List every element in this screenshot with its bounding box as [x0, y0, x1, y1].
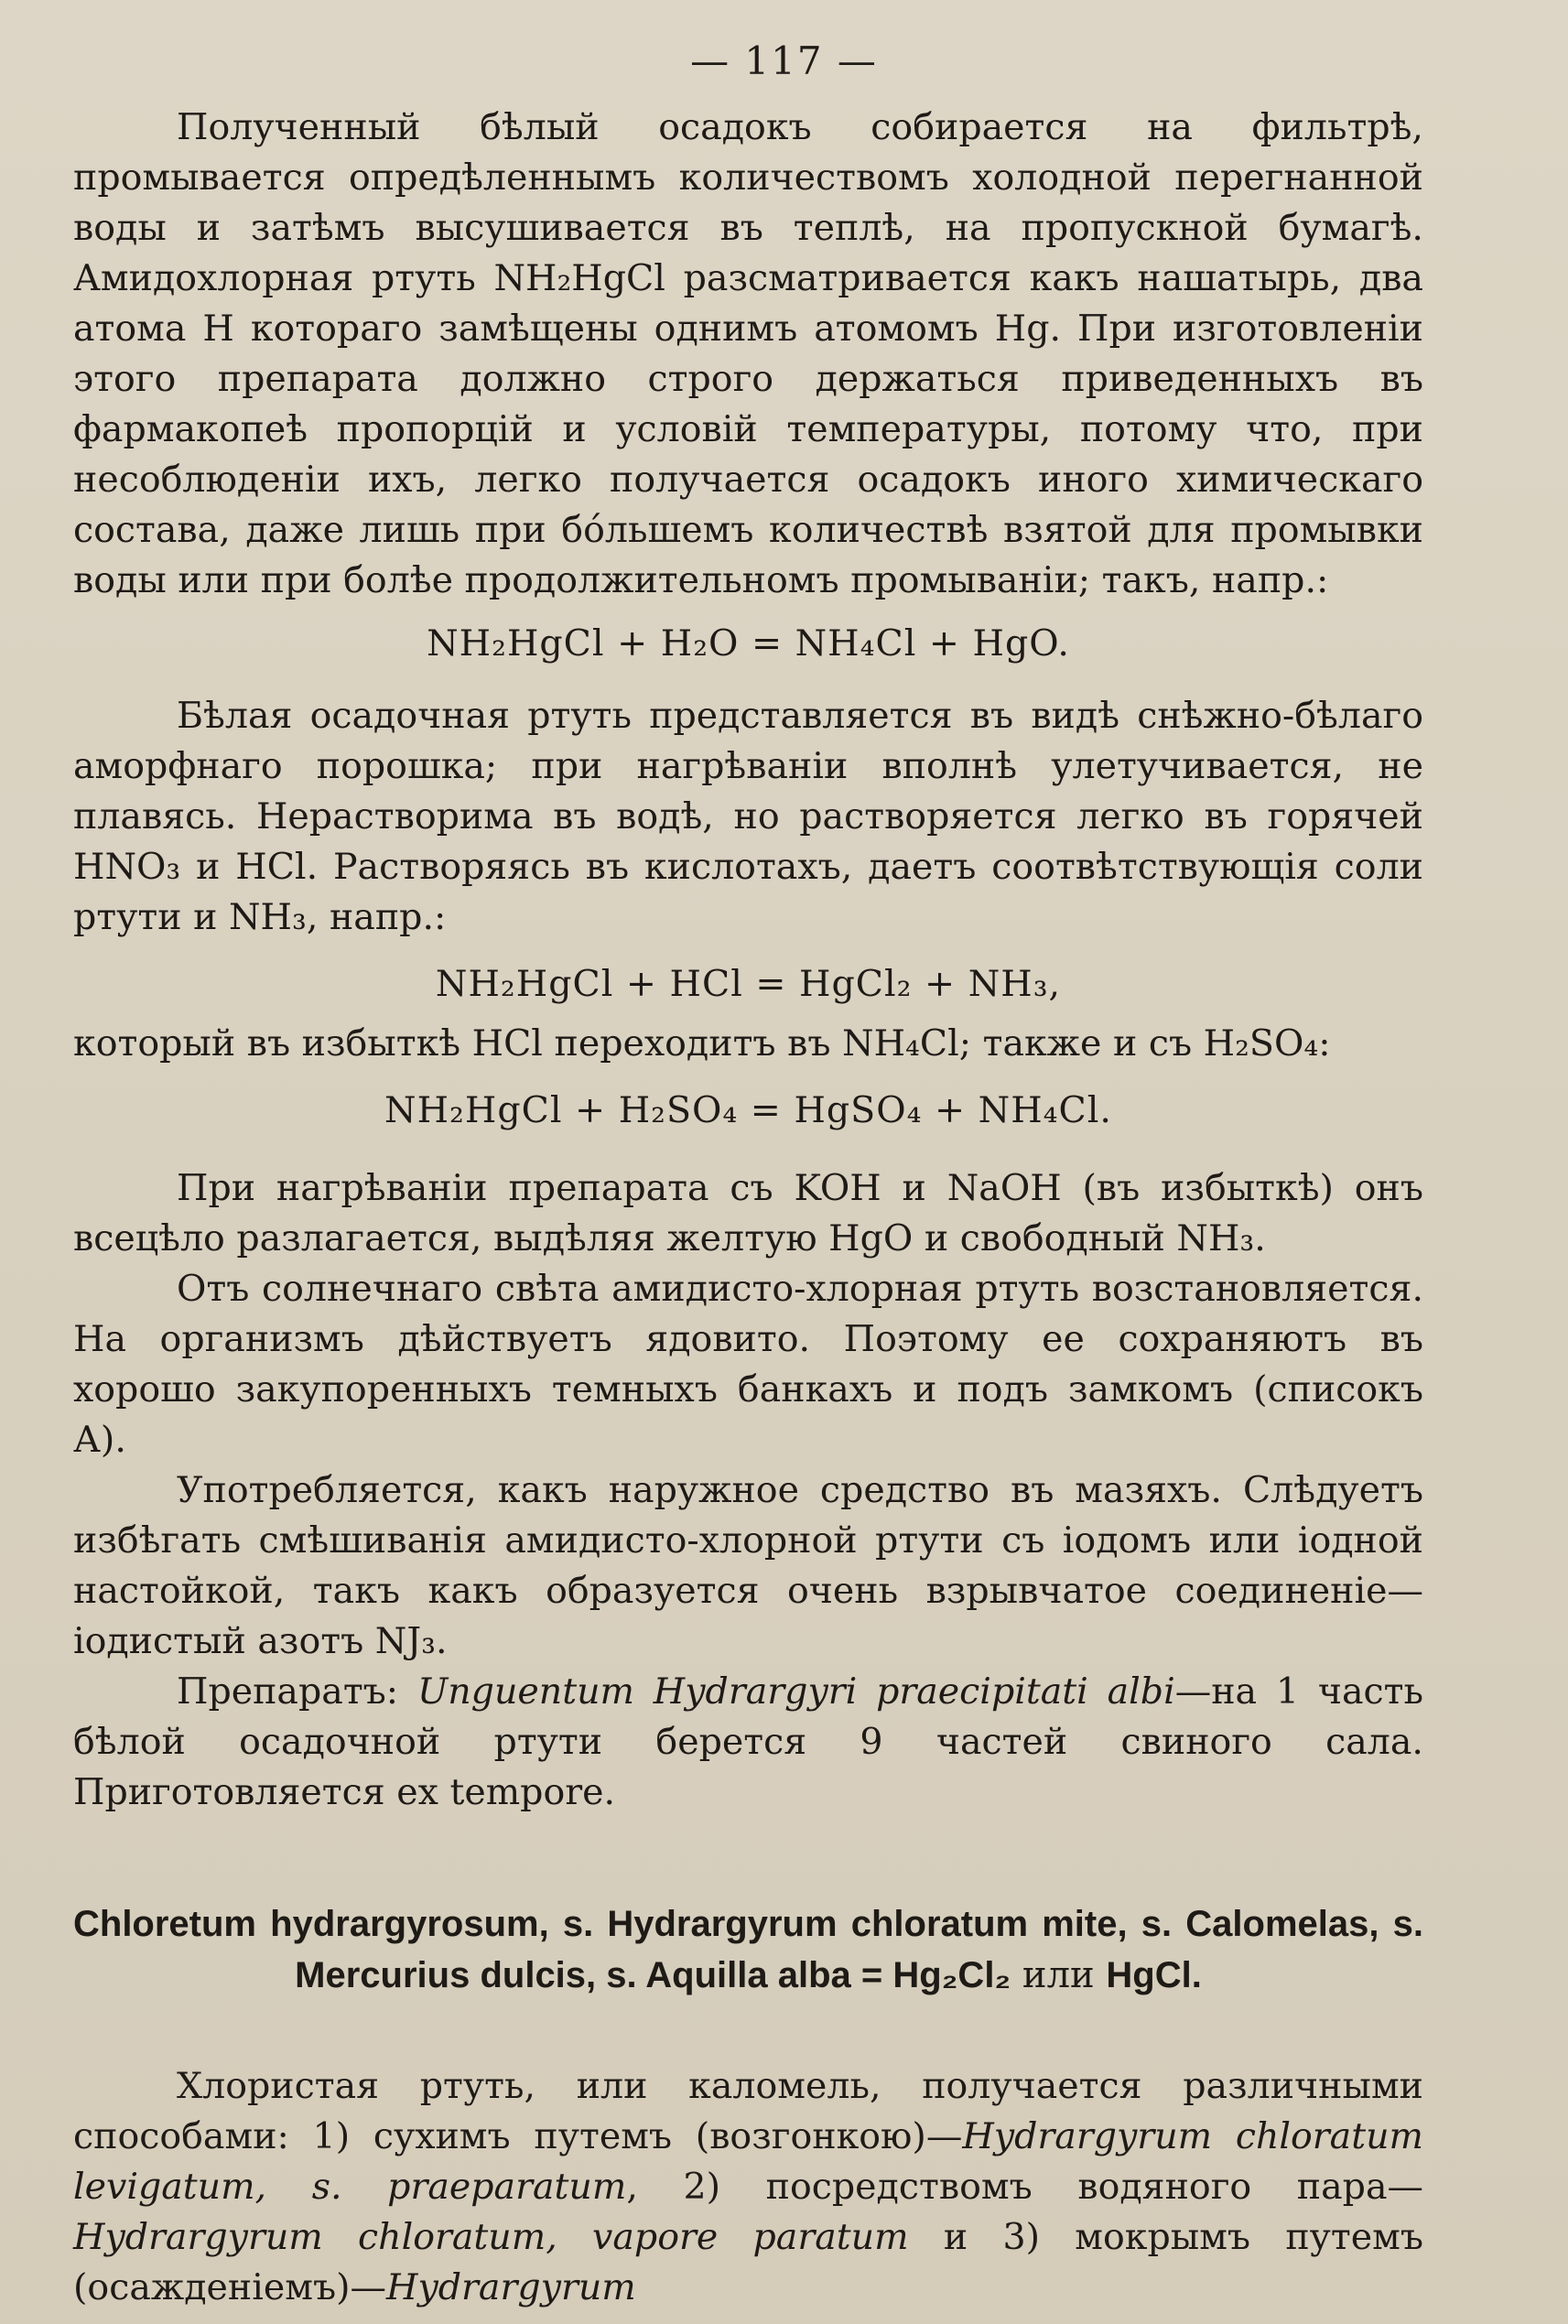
preparat-latin-name: Unguentum Hydrargyri praecipitati albi [416, 1670, 1175, 1713]
page-body [73, 103, 1423, 2313]
heading-latin: Chloretum hydrargyrosum, s. Hydrargyrum chloratum mite, s. Calomelas, s. Mercurius dulcis, s. Aquilla alba = Hg₂Cl₂ [73, 1904, 1423, 1995]
paragraph-preparation: Полученный бѣлый осадокъ собирается на фильтрѣ, промывается опредѣленнымъ количествомъ холодной перегнанной воды и затѣмъ высушивается въ теплѣ, на пропускной бумагѣ. Амидохлорная ртуть NH₂HgCl разсматривается какъ нашатырь, два атома H котораго замѣщены однимъ атомомъ Hg. При изготовленіи этого препарата должно строго держаться приведенныхъ въ фармакопеѣ пропорцій и условій температуры, потому что, при несоблюденіи ихъ, легко получается осадокъ иного химическаго состава, даже лишь при бо́льшемъ количествѣ взятой для промывки воды или при болѣе продолжительномъ промываніи; такъ, напр.: [73, 106, 1423, 601]
calomel-text-c: и 3) мокрымъ путемъ (осажденіемъ)— [73, 2216, 1423, 2308]
paragraph-preparat [73, 1667, 1423, 1818]
calomel-latin-levigatum: Hydrargyrum chloratum levigatum, s. praeparatum [73, 2115, 1423, 2208]
reaction-formula-sulfuric: NH₂HgCl + H₂SO₄ = HgSO₄ + NH₄Cl. [384, 1089, 1112, 1131]
paragraph-alkali: При нагрѣваніи препарата съ KOH и NaOH (въ избыткѣ) онъ всецѣло разлагается, выдѣляя желтую HgO и свободный NH₃. [73, 1167, 1423, 1259]
paragraph-excess-hcl: который въ избыткѣ HCl переходитъ въ NH₄Cl; также и съ H₂SO₄: [73, 1022, 1331, 1065]
heading-formula: HgCl. [1106, 1955, 1202, 1995]
calomel-latin-vapore: Hydrargyrum chloratum, vapore paratum [73, 2216, 909, 2258]
calomel-text-a: Хлористая ртуть, или каломель, получается различными способами: 1) сухимъ путемъ (возгонкою)— [73, 2065, 1423, 2157]
calomel-latin-hydrargyrum: Hydrargyrum [386, 2266, 636, 2308]
reaction-formula-hydrolysis: NH₂HgCl + H₂O = NH₄Cl + HgO. [427, 622, 1070, 665]
preparat-description: —на 1 часть бѣлой осадочной ртути берется 9 частей свиного сала. Приготовляется ex tempore. [73, 1670, 1424, 1813]
calomel-text-b: , 2) посредствомъ водяного пара— [626, 2166, 1423, 2208]
heading-or: или [1011, 1954, 1107, 1996]
paragraph-calomel-methods [73, 2061, 1423, 2313]
paragraph-properties: Бѣлая осадочная ртуть представляется въ видѣ снѣжно-бѣлаго аморфнаго порошка; при нагрѣваніи вполнѣ улетучивается, не плавясь. Нерастворима въ водѣ, но растворяется легко въ горячей HNO₃ и HCl. Растворяясь въ кислотахъ, даетъ соотвѣтствующія соли ртути и NH₃, напр.: [73, 695, 1423, 938]
preparat-lead: Препаратъ: [177, 1670, 417, 1713]
paragraph-storage: Отъ солнечнаго свѣта амидисто-хлорная ртуть возстановляется. На организмъ дѣйствуетъ ядовито. Поэтому ее сохраняютъ въ хорошо закупоренныхъ темныхъ банкахъ и подъ замкомъ (списокъ А). [73, 1268, 1423, 1461]
page-number: — 117 — [690, 38, 878, 83]
paragraph-usage: Употребляется, какъ наружное средство въ мазяхъ. Слѣдуетъ избѣгать смѣшиванія амидисто-хлорной ртути съ іодомъ или іодной настойкой, такъ какъ образуется очень взрывчатое соединеніе—іодистый азотъ NJ₃. [73, 1469, 1423, 1662]
section-heading-calomel [73, 1898, 1423, 2001]
reaction-formula-hcl: NH₂HgCl + HCl = HgCl₂ + NH₃, [435, 963, 1062, 1005]
